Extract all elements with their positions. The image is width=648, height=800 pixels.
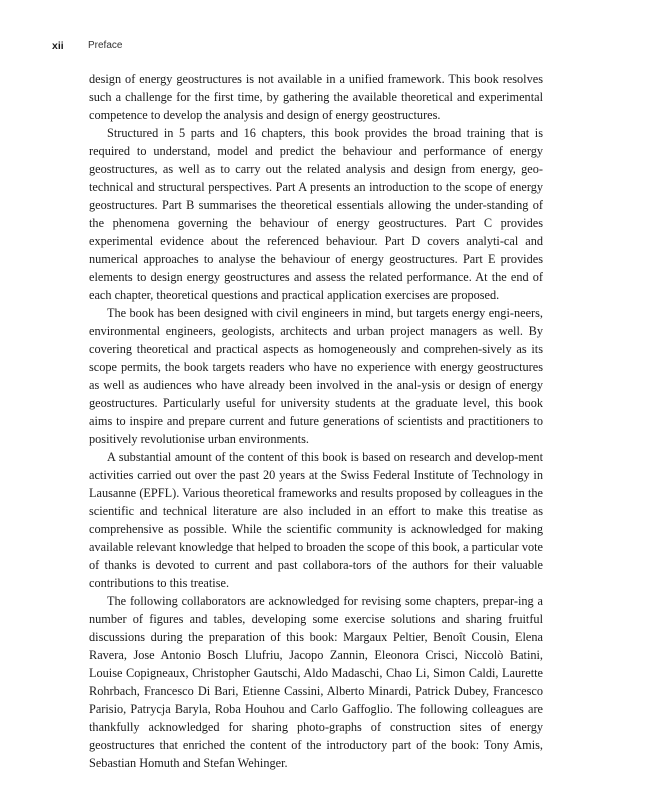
paragraph: The book has been designed with civil engineers in mind, but targets energy engi-neers, environmental engineers, geologists, architects and urban project managers as well. By covering theoretical and practical aspects as homogeneously and comprehen-sively as its scope permits, the book targets readers who have no experience with energy geostructures as well as audiences who have already been involved in the anal-ysis or design of energy geostructures. Particularly useful for university students at the graduate level, this book aims to inspire and prepare current and future generations of scientists and practitioners to positively revolutionise urban environments. bbox=[89, 306, 543, 446]
running-title: Preface bbox=[88, 40, 123, 51]
page-header bbox=[52, 37, 596, 57]
body-text bbox=[89, 70, 543, 772]
paragraph: A substantial amount of the content of this book is based on research and develop-ment activities carried out over the past 20 years at the Swiss Federal Institute of Technology in Lausanne (EPFL). Various theoretical frameworks and results proposed by colleagues in the scientific and technical literature are also included in an effort to make this treatise as comprehensive as possible. While the scientific community is acknowledged for making available relevant knowledge that helped to broaden the scope of this book, a particular vote of thanks is devoted to current and past collabora-tors of the authors for their valuable contributions to this treatise. bbox=[89, 450, 543, 590]
page-number: xii bbox=[52, 40, 64, 52]
paragraph: The following collaborators are acknowledged for revising some chapters, prepar-ing a number of figures and tables, developing some exercise solutions and sharing fruitful discussions during the preparation of this book: Margaux Peltier, Benoît Cousin, Elena Ravera, Jose Antonio Bosch Llufriu, Jacopo Zannin, Eleonora Crisci, Niccolò Batini, Louise Copigneaux, Christopher Gautschi, Aldo Madaschi, Chao Li, Simon Caldi, Laurette Rohrbach, Francesco Di Bari, Etienne Cassini, Alberto Minardi, Patrick Dubey, Francesco Parisio, Patrycja Baryla, Roba Houhou and Carlo Gaffoglio. The following colleagues are thankfully acknowledged for sharing photo-graphs of construction sites of energy geostructures that enriched the content of the introductory part of the book: Tony Amis, Sebastian Homuth and Stefan Wehinger. bbox=[89, 594, 543, 770]
paragraph: design of energy geostructures is not available in a unified framework. This book resolves such a challenge for the first time, by gathering the available theoretical and experimental competence to develop the analysis and design of energy geostructures. bbox=[89, 72, 543, 122]
paragraph: Structured in 5 parts and 16 chapters, this book provides the broad training that is required to understand, model and predict the behaviour and performance of energy geostructures, as well as to carry out the related analysis and design from energy, geo-technical and structural perspectives. Part A presents an introduction to the scope of energy geostructures. Part B summarises the theoretical essentials allowing the under-standing of the phenomena governing the behaviour of energy geostructures. Part C provides experimental evidence about the referenced behaviour. Part D covers analyti-cal and numerical approaches to analyse the behaviour of energy geostructures. Part E provides elements to design energy geostructures and assess the related performance. At the end of each chapter, theoretical questions and practical application exercises are proposed. bbox=[89, 126, 543, 302]
